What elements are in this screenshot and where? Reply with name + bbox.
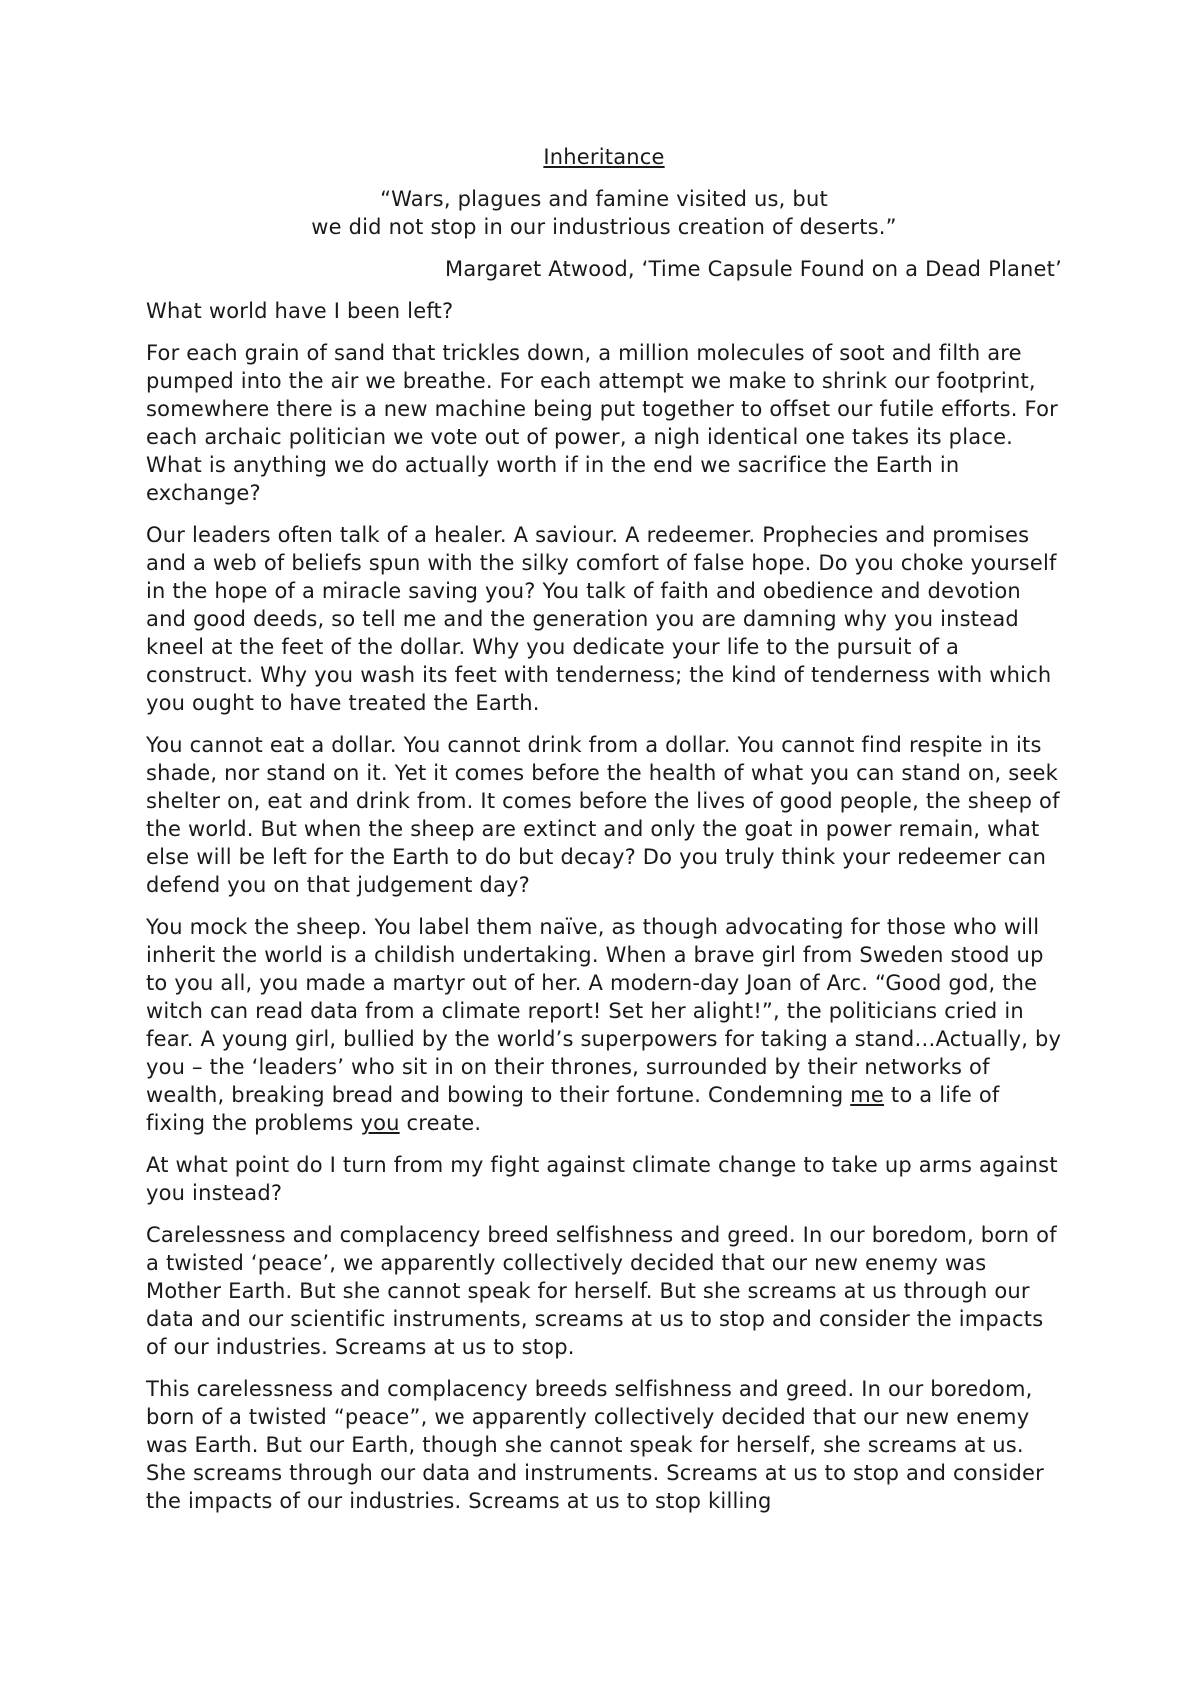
epigraph-line-1: “Wars, plagues and famine visited us, but: [380, 187, 828, 211]
epigraph: [146, 185, 1062, 241]
underlined-you: you: [360, 1111, 400, 1135]
paragraph-5-text-a: You mock the sheep. You label them naïve, as though advocating for those who will inherit the world is a childish undertaking. When a brave girl from Sweden stood up to you all, you made a martyr out of her. A modern-day Joan of Arc. “Good god, the witch can read data from a climate report! Set her alight!”, the politicians cried in fear. A young girl, bullied by the world’s superpowers for taking a stand…Actually, by you – the ‘leaders’ who sit in on their thrones, surrounded by their networks of wealth, breaking bread and bowing to their fortune. Condemning: [146, 915, 1062, 1107]
paragraph-3: Our leaders often talk of a healer. A saviour. A redeemer. Prophecies and promises and a web of beliefs spun with the silky comfort of false hope. Do you choke yourself in the hope of a miracle saving you? You talk of faith and obedience and devotion and good deeds, so tell me and the generation you are damning why you instead kneel at the feet of the dollar. Why you dedicate your life to the pursuit of a construct. Why you wash its feet with tenderness; the kind of tenderness with which you ought to have treated the Earth.: [146, 523, 1057, 715]
paragraph-2: For each grain of sand that trickles down, a million molecules of soot and filth are pumped into the air we breathe. For each attempt we make to shrink our footprint, somewhere there is a new machine being put together to offset our futile efforts. For each archaic politician we vote out of power, a nigh identical one takes its place. What is anything we do actually worth if in the end we sacrifice the Earth in exchange?: [146, 341, 1058, 505]
paragraph-5-text-c: create.: [399, 1111, 482, 1135]
paragraph-4: You cannot eat a dollar. You cannot drink from a dollar. You cannot find respite in its shade, nor stand on it. Yet it comes before the health of what you can stand on, seek shelter on, eat and drink from. It comes before the lives of good people, the sheep of the world. But when the sheep are extinct and only the goat in power remain, what else will be left for the Earth to do but decay? Do you truly think your redeemer can defend you on that judgement day?: [146, 733, 1060, 897]
paragraph-1: What world have I been left?: [146, 299, 454, 323]
paragraph-6: At what point do I turn from my fight against climate change to take up arms against you instead?: [146, 1153, 1058, 1205]
paragraph-7: Carelessness and complacency breed selfishness and greed. In our boredom, born of a twisted ‘peace’, we apparently collectively decided that our new enemy was Mother Earth. But she cannot speak for herself. But she screams at us through our data and our scientific instruments, screams at us to stop and consider the impacts of our industries. Screams at us to stop.: [146, 1223, 1057, 1359]
epigraph-attribution: Margaret Atwood, ‘Time Capsule Found on a Dead Planet’: [445, 257, 1062, 281]
epigraph-line-2: we did not stop in our industrious creation of deserts.”: [311, 215, 897, 239]
document-title: Inheritance: [543, 145, 665, 169]
document-body: [146, 143, 1062, 1529]
paragraph-5: [146, 913, 1062, 1137]
paragraph-5-text-b: to a life of fixing the problems: [146, 1083, 1000, 1135]
paragraph-8: This carelessness and complacency breeds selfishness and greed. In our boredom, born of a twisted “peace”, we apparently collectively decided that our new enemy was Earth. But our Earth, though she cannot speak for herself, she screams at us. She screams through our data and instruments. Screams at us to stop and consider the impacts of our industries. Screams at us to stop killing: [146, 1377, 1044, 1513]
underlined-me: me: [850, 1083, 885, 1107]
